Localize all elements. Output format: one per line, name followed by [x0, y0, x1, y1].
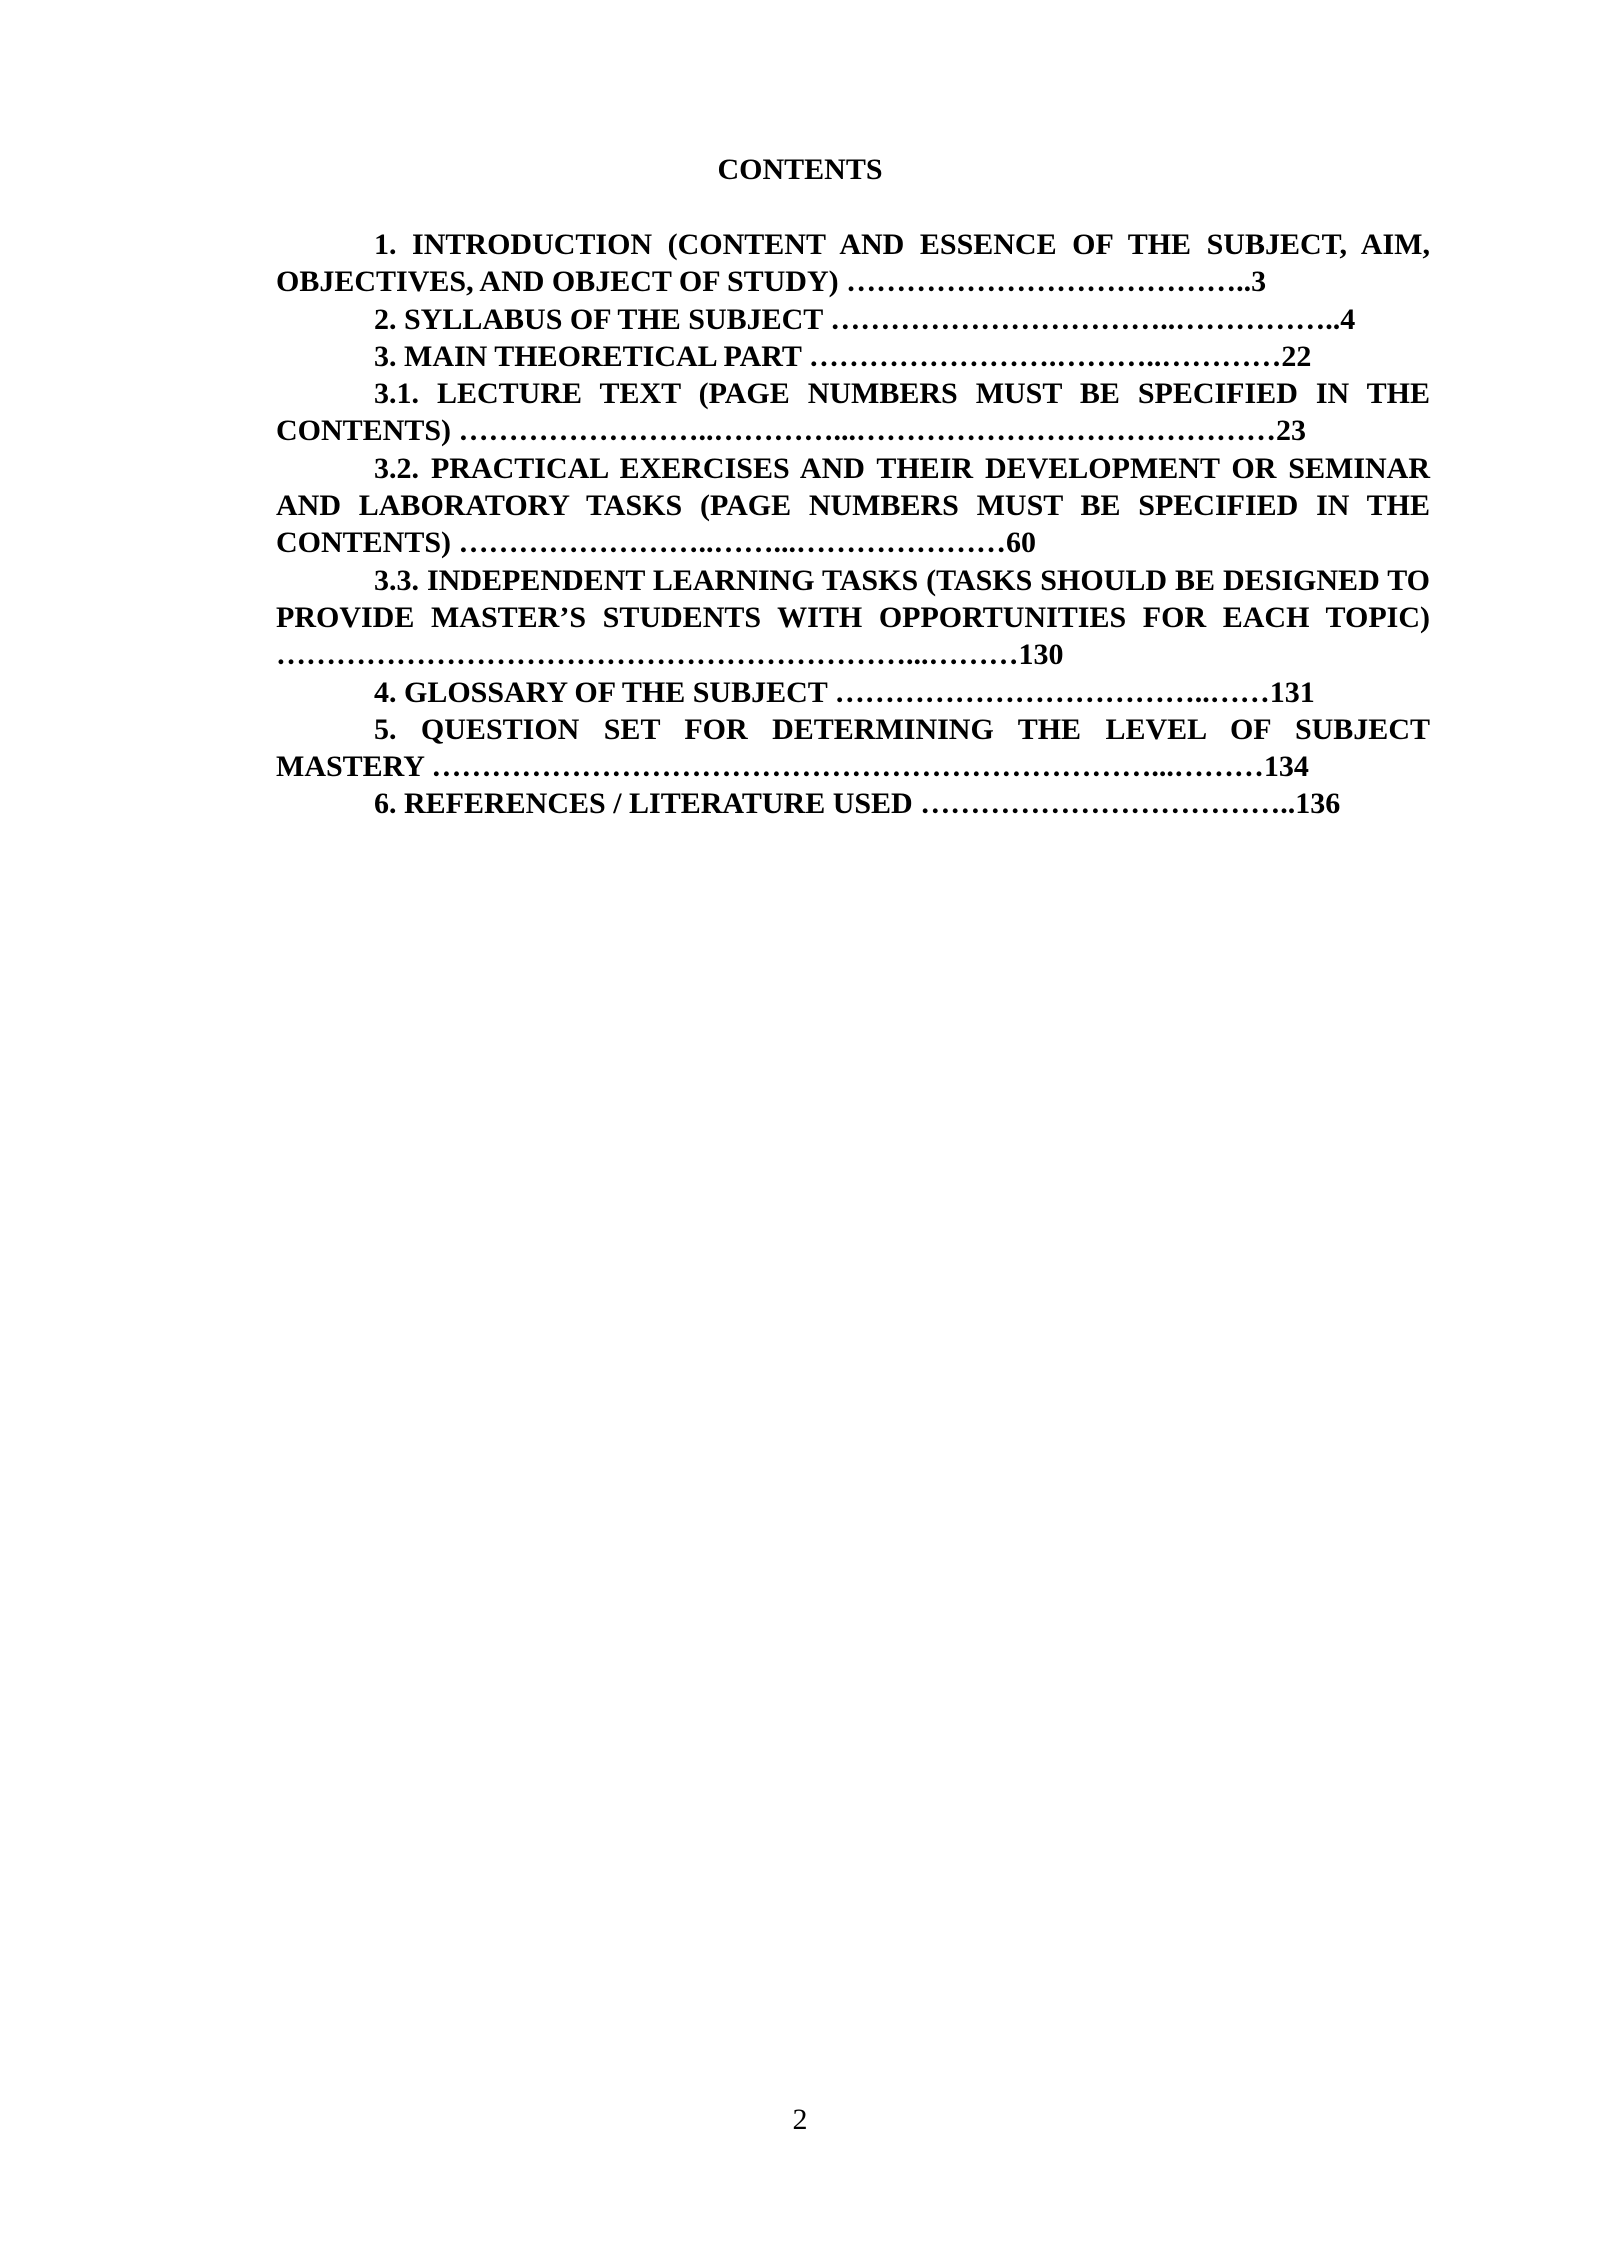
toc-entry-main-theoretical-part: 3. MAIN THEORETICAL PART …………………….………..…………22 — [374, 339, 1312, 373]
toc-entry-introduction: 1. INTRODUCTION (CONTENT AND ESSENCE OF THE SUBJECT, AIM, OBJECTIVES, AND OBJECT OF STUDY) …………………………………..3 — [276, 228, 1430, 299]
toc-entry-question-set: 5. QUESTION SET FOR DETERMINING THE LEVEL OF SUBJECT MASTERY ………………………………………………………………...………134 — [276, 712, 1430, 784]
toc-entry-glossary: 4. GLOSSARY OF THE SUBJECT ………………………………..……131 — [374, 675, 1315, 709]
toc-entry-independent-learning: 3.3. INDEPENDENT LEARNING TASKS (TASKS SHOULD BE DESIGNED TO PROVIDE MASTER’S STUDENTS WITH OPPORTUNITIES FOR EACH TOPIC) ………………………………………………………...………130 — [276, 563, 1430, 672]
page-number: 2 — [792, 2103, 808, 2136]
toc-entry-lecture-text: 3.1. LECTURE TEXT (PAGE NUMBERS MUST BE SPECIFIED IN THE CONTENTS) ……………………..…………...……………………………………23 — [276, 377, 1430, 448]
contents-heading: CONTENTS — [717, 153, 883, 186]
toc-entry-references: 6. REFERENCES / LITERATURE USED ………………………………..136 — [374, 787, 1341, 821]
toc-entry-practical-exercises: 3.2. PRACTICAL EXERCISES AND THEIR DEVELOPMENT OR SEMINAR AND LABORATORY TASKS (PAGE NUMBERS MUST BE SPECIFIED IN THE CONTENTS) ……………………..……...…………………60 — [276, 451, 1430, 560]
toc-entry-syllabus: 2. SYLLABUS OF THE SUBJECT ……………………………..……………..4 — [374, 302, 1356, 336]
table-of-contents — [276, 226, 1430, 823]
